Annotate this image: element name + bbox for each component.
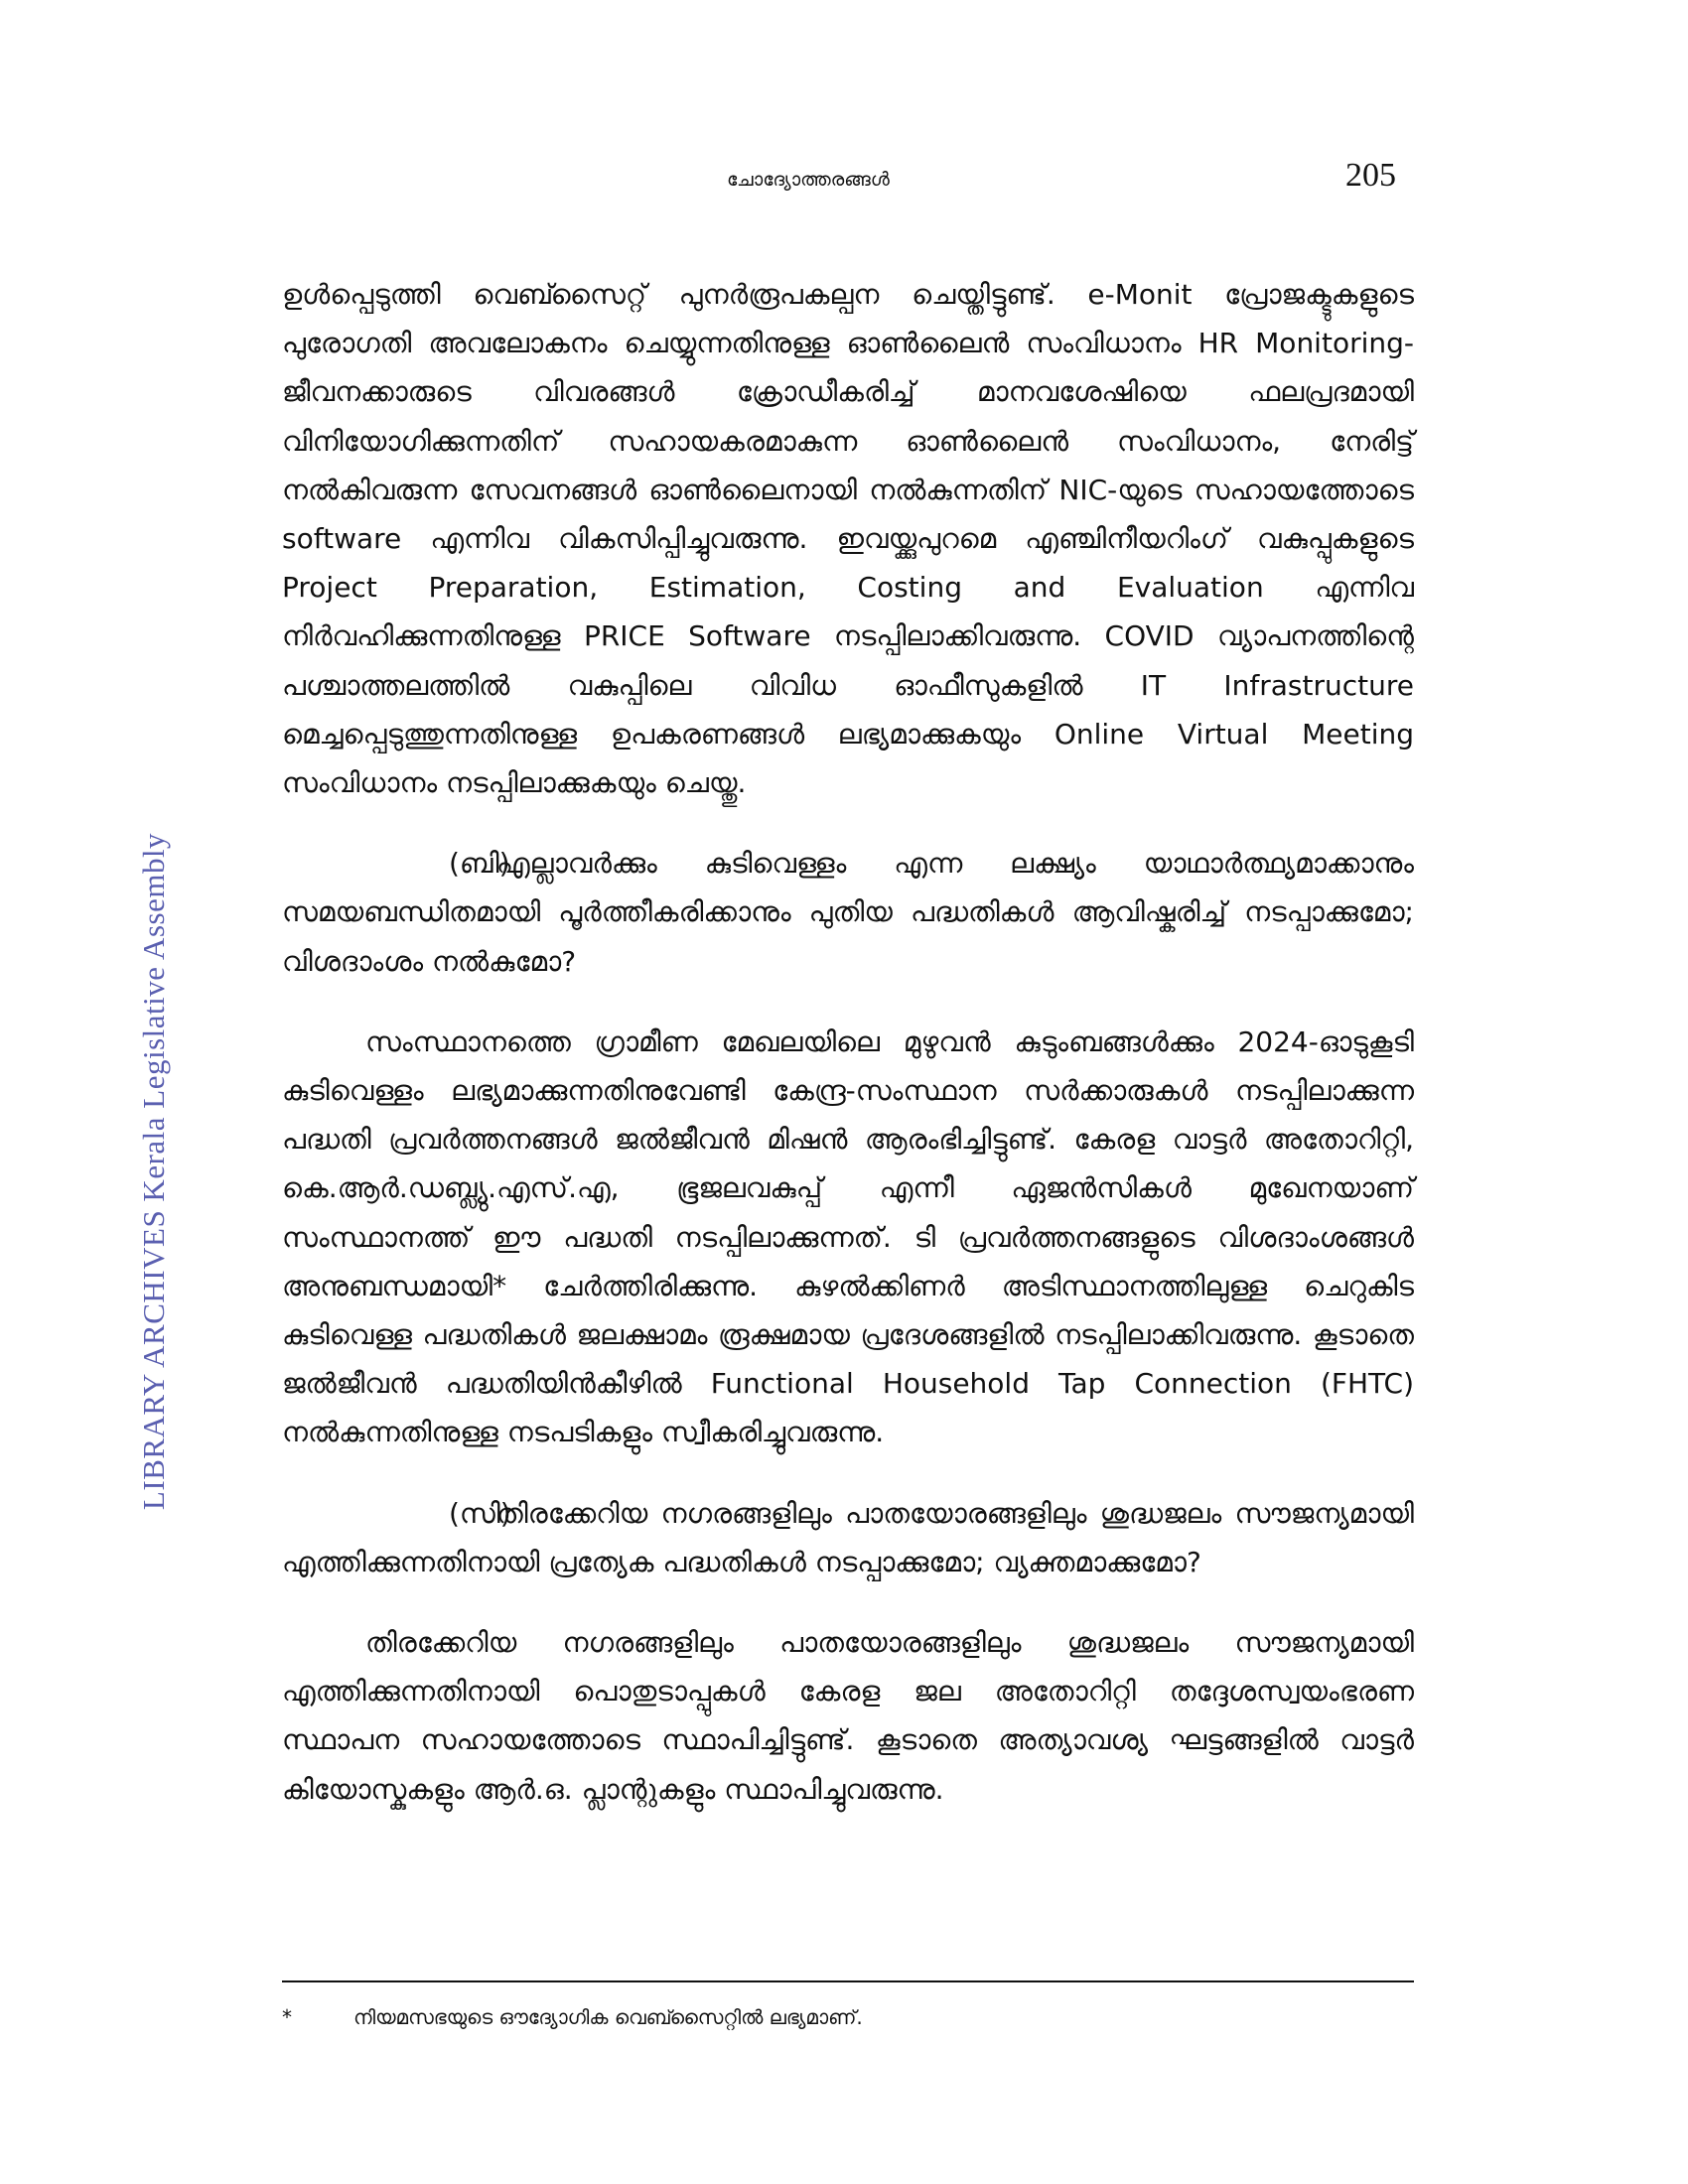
question-c-label: (സി) xyxy=(449,1496,511,1530)
body-text xyxy=(282,270,1414,1814)
footnote xyxy=(282,2005,1414,2029)
question-b-text: എല്ലാവർക്കും കുടിവെള്ളം എന്ന ലക്ഷ്യം യാഥാർത്ഥ്യമാക്കാനും സമയബന്ധിതമായി പൂർത്തീകരിക്കാനും പുതിയ പദ്ധതികൾ ആവിഷ്കരിച്ച് നടപ്പാക്കുമോ; വിശദാംശം നൽകുമോ? xyxy=(282,847,1414,978)
question-b xyxy=(282,839,1414,986)
answer-paragraph-a-continued: ഉൾപ്പെടുത്തി വെബ്സൈറ്റ് പുനർരൂപകല്പന ചെയ്തിട്ടുണ്ട്. e-Monit പ്രോജക്ടുകളുടെ പുരോഗതി അവലോകനം ചെയ്യുന്നതിനുള്ള ഓൺലൈൻ സംവിധാനം HR Monitoring- ജീവനക്കാരുടെ വിവരങ്ങൾ ക്രോഡീകരിച്ച് മാനവശേഷിയെ ഫലപ്രദമായി വിനിയോഗിക്കുന്നതിന് സഹായകരമാകുന്ന ഓൺലൈൻ സംവിധാനം, നേരിട്ട് നൽകിവരുന്ന സേവനങ്ങൾ ഓൺലൈനായി നൽകുന്നതിന് NIC-യുടെ സഹായത്തോടെ software എന്നിവ വികസിപ്പിച്ചുവരുന്നു. ഇവയ്ക്കുപുറമെ എഞ്ചിനീയറിംഗ് വകുപ്പുകളുടെ Project Preparation, Estimation, Costing and Evaluation എന്നിവ നിർവഹിക്കുന്നതിനുള്ള PRICE Software നടപ്പിലാക്കിവരുന്നു. COVID വ്യാപനത്തിന്റെ പശ്ചാത്തലത്തിൽ വകുപ്പിലെ വിവിധ ഓഫീസുകളിൽ IT Infrastructure മെച്ചപ്പെടുത്തുന്നതിനുള്ള ഉപകരണങ്ങൾ ലഭ്യമാക്കുകയും Online Virtual Meeting സംവിധാനം നടപ്പിലാക്കുകയും ചെയ്തു. xyxy=(282,278,1414,800)
footnote-text: നിയമസഭയുടെ ഔദ്യോഗിക വെബ്സൈറ്റിൽ ലഭ്യമാണ്. xyxy=(353,2005,863,2029)
running-title: ചോദ്യോത്തരങ്ങൾ xyxy=(727,169,890,191)
question-c xyxy=(282,1489,1414,1586)
page-number: 205 xyxy=(1345,157,1396,194)
footnote-divider xyxy=(282,1980,1414,1982)
footnote-mark: * xyxy=(282,2005,292,2029)
answer-b: സംസ്ഥാനത്തെ ഗ്രാമീണ മേഖലയിലെ മുഴുവൻ കുടുംബങ്ങൾക്കും 2024-ഓടുകൂടി കുടിവെള്ളം ലഭ്യമാക്കുന്നതിനുവേണ്ടി കേന്ദ്ര-സംസ്ഥാന സർക്കാരുകൾ നടപ്പിലാക്കുന്ന പദ്ധതി പ്രവർത്തനങ്ങൾ ജൽജീവൻ മിഷൻ ആരംഭിച്ചിട്ടുണ്ട്. കേരള വാട്ടർ അതോറിറ്റി, കെ.ആർ.ഡബ്ല്യു.എസ്.എ, ഭൂജലവകുപ്പ് എന്നീ ഏജൻസികൾ മുഖേനയാണ് സംസ്ഥാനത്ത് ഈ പദ്ധതി നടപ്പിലാക്കുന്നത്. ടി പ്രവർത്തനങ്ങളുടെ വിശദാംശങ്ങൾ അനുബന്ധമായി* ചേർത്തിരിക്കുന്നു. കുഴൽക്കിണർ അടിസ്ഥാനത്തിലുള്ള ചെറുകിട കുടിവെള്ള പദ്ധതികൾ ജലക്ഷാമം രൂക്ഷമായ പ്രദേശങ്ങളിൽ നടപ്പിലാക്കിവരുന്നു. കൂടാതെ ജൽജീവൻ പദ്ധതിയിൻകീഴിൽ Functional Household Tap Connection (FHTC) നൽകുന്നതിനുള്ള നടപടികളും സ്വീകരിച്ചുവരുന്നു. xyxy=(282,1024,1414,1449)
answer-c: തിരക്കേറിയ നഗരങ്ങളിലും പാതയോരങ്ങളിലും ശുദ്ധജലം സൗജന്യമായി എത്തിക്കുന്നതിനായി പൊതുടാപ്പുകൾ കേരള ജല അതോറിറ്റി തദ്ദേശസ്വയംഭരണ സ്ഥാപന സഹായത്തോടെ സ്ഥാപിച്ചിട്ടുണ്ട്. കൂടാതെ അത്യാവശ്യ ഘട്ടങ്ങളിൽ വാട്ടർ കിയോസ്കുകളും ആർ.ഒ. പ്ലാന്റുകളും സ്ഥാപിച്ചുവരുന്നു. xyxy=(282,1626,1414,1806)
question-b-label: (ബി) xyxy=(449,847,510,881)
archive-watermark: LIBRARY ARCHIVES Kerala Legislative Assembly xyxy=(136,832,171,1511)
question-c-text: തിരക്കേറിയ നഗരങ്ങളിലും പാതയോരങ്ങളിലും ശുദ്ധജലം സൗജന്യമായി എത്തിക്കുന്നതിനായി പ്രത്യേക പദ്ധതികൾ നടപ്പാക്കുമോ; വ്യക്തമാക്കുമോ? xyxy=(282,1496,1414,1578)
